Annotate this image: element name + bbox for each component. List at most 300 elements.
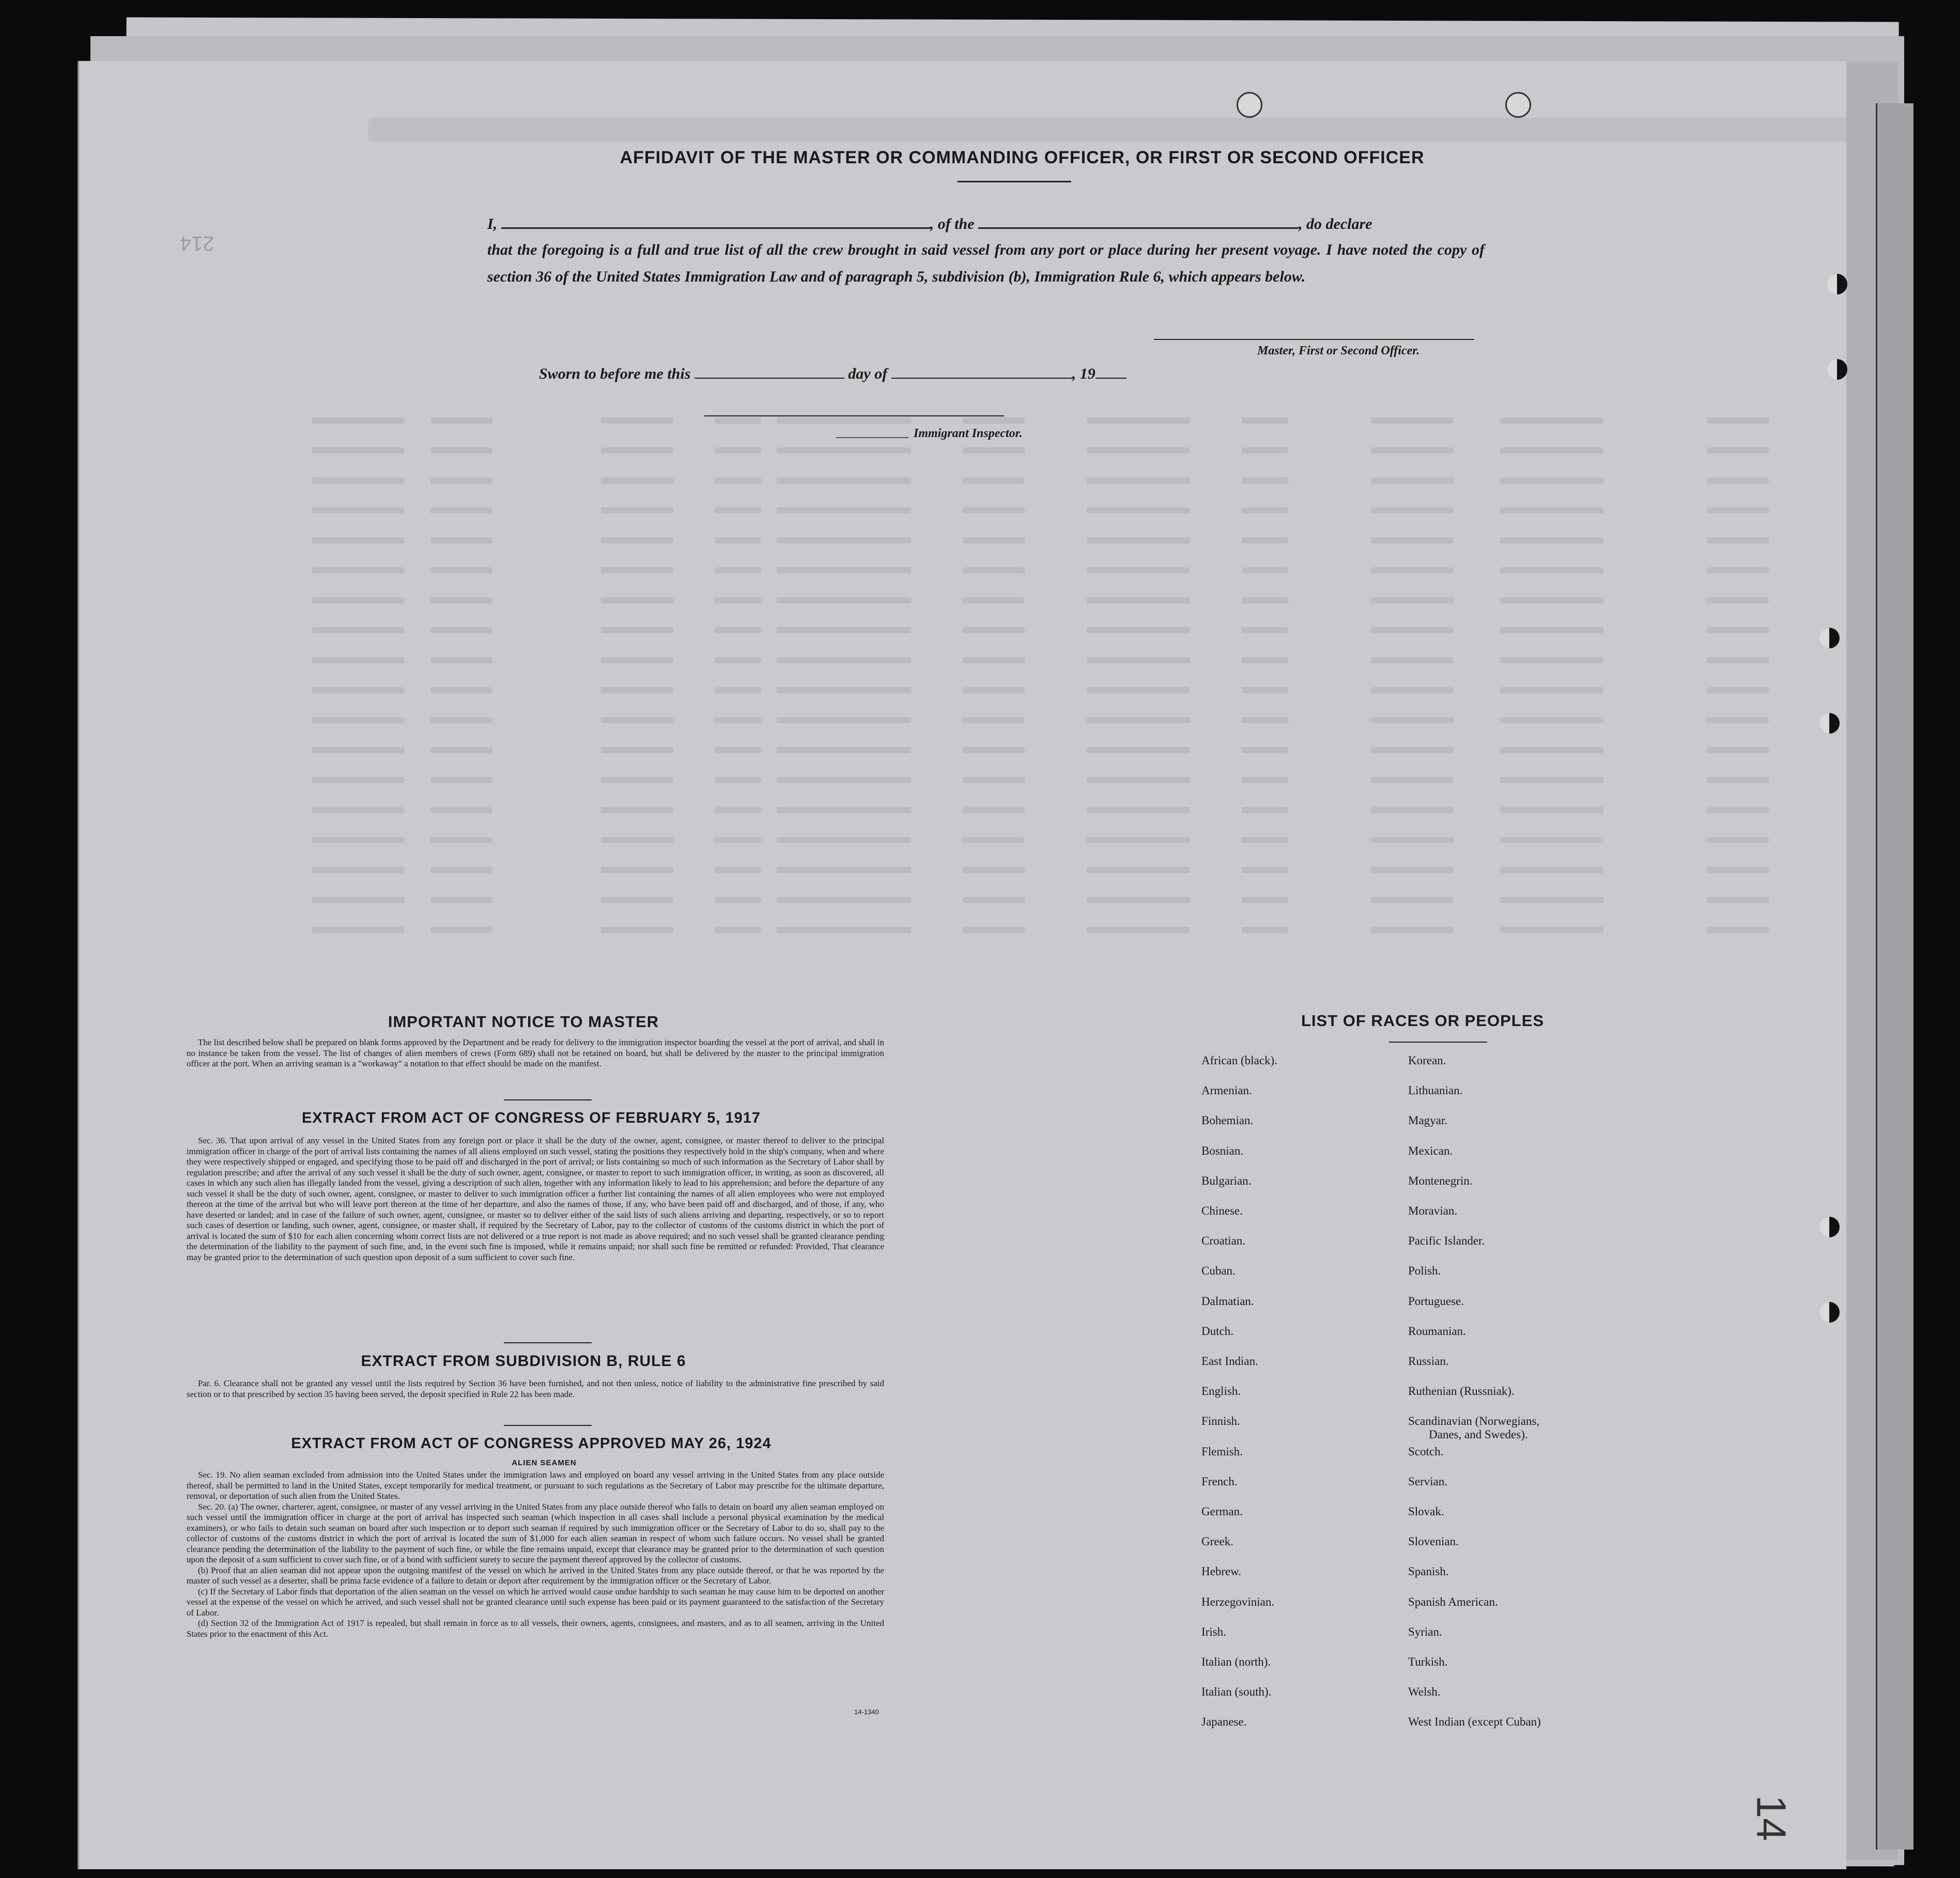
race-item: Irish. bbox=[1201, 1625, 1226, 1638]
bleed-through-mark bbox=[1371, 597, 1454, 603]
bleed-through-mark bbox=[715, 927, 761, 933]
bleed-through-mark bbox=[312, 687, 405, 693]
bleed-through-mark bbox=[1242, 807, 1288, 813]
bleed-through-mark bbox=[1087, 537, 1190, 544]
bleed-through-mark bbox=[777, 417, 911, 424]
bleed-through-mark bbox=[715, 687, 761, 693]
race-item: Bohemian. bbox=[1201, 1114, 1254, 1127]
race-item: Italian (south). bbox=[1201, 1685, 1272, 1699]
bleed-through-mark bbox=[1500, 927, 1603, 933]
bleed-through-mark bbox=[1707, 927, 1769, 933]
bleed-through-mark bbox=[1500, 627, 1603, 633]
race-item: Flemish. bbox=[1201, 1445, 1243, 1458]
race-item: Spanish. bbox=[1408, 1565, 1449, 1578]
race-item: Polish. bbox=[1408, 1264, 1441, 1278]
bleed-through-mark bbox=[1371, 777, 1454, 783]
bleed-through-mark bbox=[1371, 537, 1454, 544]
bleed-through-mark bbox=[1242, 567, 1288, 573]
inspector-signature-line bbox=[704, 415, 1004, 416]
bleed-through-mark bbox=[430, 507, 492, 514]
binder-hole bbox=[1237, 92, 1262, 118]
punch-hole bbox=[1819, 1302, 1840, 1323]
bleed-through-mark bbox=[312, 867, 405, 873]
bleed-through-mark bbox=[601, 837, 673, 843]
race-item: Armenian. bbox=[1201, 1084, 1252, 1097]
bleed-through-mark bbox=[777, 867, 911, 873]
margin-number: 14 bbox=[1748, 1795, 1795, 1841]
bleed-through-mark bbox=[715, 747, 761, 753]
bleed-through-mark bbox=[312, 717, 405, 723]
bleed-through-mark bbox=[1242, 867, 1288, 873]
bleed-through-mark bbox=[1371, 807, 1454, 813]
bleed-through-mark bbox=[715, 447, 761, 454]
bleed-through-mark bbox=[312, 927, 405, 933]
notice-paragraph: The list described below shall be prepared on blank forms approved by the Department and be ready for delivery to the immigration inspector boarding the vessel at the port of arrival, and shall in no instance be taken from the vessel. The list of changes of alien members of crews (Form 689) shall not be retained on board, but shall be delivered by the master to the principal immigration officer at the port. When an arriving seaman is a "workaway" a notation to that effect should be made on the manifest. bbox=[187, 1037, 884, 1068]
bleed-through-mark bbox=[1500, 717, 1603, 723]
bleed-through-mark bbox=[715, 567, 761, 573]
bleed-through-heading bbox=[368, 118, 1846, 142]
bleed-through-mark bbox=[777, 567, 911, 573]
bleed-through-mark bbox=[312, 807, 405, 813]
bleed-through-row bbox=[312, 477, 1810, 485]
bleed-through-mark bbox=[715, 657, 761, 663]
race-item: Slovak. bbox=[1408, 1505, 1444, 1518]
bleed-through-mark bbox=[1371, 417, 1454, 424]
bleed-through-mark bbox=[1242, 897, 1288, 903]
bleed-through-mark bbox=[1500, 567, 1603, 573]
extract-1917-paragraph: Sec. 36. That upon arrival of any vessel in the United States from any foreign port or place it shall be the duty of the owner, agent, consignee, or master thereof to deliver to the principal immigration officer in charge of the port of arrival lists containing the names of all aliens employed on such vessel, stating the positions they respectively hold in the ship's company, when and where they were respectively shipped or engaged, and specifying those to be paid off and discharged in the port of arrival; or lists containing so much of such information as the Secretary of Labor shall by regulation prescribe; and after the arrival of any such vessel it shall be the duty of such owner, agent, consignee, or master to report to such immigration officer, in writing, as soon as discovered, all cases in which any such alien has illegally landed from the vessel, giving a description of such alien, together with any information likely to lead to his apprehension; and before the departure of any such vessel it shall be the duty of such owner, agent, consignee, or master to deliver to such immigration officer a further list containing the names of all alien employees who were not employed thereon at the time of the arrival but who will leave port thereon at the time of her departure, and also the names of those, if any, who have been paid off and discharged, and of those, if any, who have deserted or landed; and in case of the failure of such owner, agent, consignee, or master so to deliver either of the said lists of such aliens arriving and departing, respectively, or so to report such cases of desertion or landing, such owner, agent, consignee, or master shall, if required by the Secretary of Labor, pay to the collector of customs of the customs district in which the port of arrival is located the sum of $10 for each alien concerning whom correct lists are not delivered or a true report is not made as above required; and no such vessel shall be granted clearance pending the determination of the liability to the payment of such fine, and, in the event such fine is imposed, while it remains unpaid; nor shall such fine be remitted or refunded: Provided, That clearance may be granted prior to the determination of such question upon deposit of a sum sufficient to cover such fine. bbox=[187, 1136, 884, 1262]
bleed-through-mark bbox=[430, 417, 492, 424]
race-item: Moravian. bbox=[1408, 1204, 1458, 1217]
bleed-through-mark bbox=[963, 657, 1025, 663]
punch-hole bbox=[1827, 274, 1847, 294]
extract-1917-title: EXTRACT FROM ACT OF CONGRESS OF FEBRUARY 5, 1917 bbox=[301, 1110, 761, 1126]
bleed-through-mark bbox=[777, 837, 911, 843]
sworn-year-label: , 19 bbox=[1072, 365, 1095, 382]
sworn-prefix: Sworn to before me this bbox=[539, 365, 691, 382]
bleed-through-mark bbox=[1371, 627, 1454, 633]
race-item: Mexican. bbox=[1408, 1144, 1453, 1157]
bleed-through-mark bbox=[1242, 837, 1288, 843]
bleed-through-mark bbox=[1371, 567, 1454, 573]
binder-hole bbox=[1505, 92, 1531, 118]
race-item: Ruthenian (Russniak). bbox=[1408, 1385, 1515, 1398]
bleed-through-mark bbox=[1500, 597, 1603, 603]
bleed-through-mark bbox=[601, 807, 673, 813]
bleed-through-mark bbox=[1087, 897, 1190, 903]
race-item: Chinese. bbox=[1201, 1204, 1243, 1217]
bleed-through-mark bbox=[1707, 657, 1769, 663]
bleed-through-mark bbox=[777, 507, 911, 514]
race-item: Portuguese. bbox=[1408, 1294, 1464, 1308]
race-item: Korean. bbox=[1408, 1054, 1446, 1067]
bleed-through-mark bbox=[1707, 897, 1769, 903]
rule6-body bbox=[187, 1378, 884, 1400]
bleed-through-row bbox=[312, 627, 1810, 634]
race-item: Servian. bbox=[1408, 1475, 1448, 1488]
bleed-through-mark bbox=[1242, 417, 1288, 424]
bleed-through-mark bbox=[963, 537, 1025, 544]
race-item: Herzegovinian. bbox=[1201, 1595, 1275, 1608]
bleed-through-row bbox=[312, 927, 1810, 934]
bleed-through-mark bbox=[601, 627, 673, 633]
race-item: Slovenian. bbox=[1408, 1535, 1459, 1548]
bleed-through-mark bbox=[1371, 717, 1454, 723]
races-title: LIST OF RACES OR PEOPLES bbox=[1301, 1012, 1545, 1030]
race-item: Pacific Islander. bbox=[1408, 1234, 1485, 1248]
bleed-through-mark bbox=[1371, 687, 1454, 693]
bleed-through-mark bbox=[1371, 927, 1454, 933]
bleed-through-mark bbox=[777, 747, 911, 753]
title-rule bbox=[958, 181, 1071, 182]
race-item: Lithuanian. bbox=[1408, 1084, 1463, 1097]
punch-hole bbox=[1827, 359, 1847, 380]
bleed-through-mark bbox=[777, 897, 911, 903]
notice-title: IMPORTANT NOTICE TO MASTER bbox=[388, 1013, 659, 1031]
race-item: Italian (north). bbox=[1201, 1655, 1271, 1668]
bleed-through-mark bbox=[312, 657, 405, 663]
bleed-through-mark bbox=[312, 447, 405, 454]
bleed-through-mark bbox=[312, 477, 405, 484]
bleed-through-mark bbox=[1707, 687, 1769, 693]
race-item: African (black). bbox=[1201, 1054, 1277, 1067]
bleed-through-mark bbox=[601, 897, 673, 903]
name-blank bbox=[501, 227, 930, 229]
bleed-through-mark bbox=[1087, 867, 1190, 873]
race-item: English. bbox=[1201, 1385, 1241, 1398]
race-item: Welsh. bbox=[1408, 1685, 1441, 1699]
bleed-through-row bbox=[312, 597, 1810, 604]
bleed-through-mark bbox=[430, 897, 492, 903]
bleed-through-mark bbox=[1087, 627, 1190, 633]
race-item: West Indian (except Cuban) bbox=[1408, 1715, 1541, 1729]
bleed-through-mark bbox=[312, 777, 405, 783]
bleed-through-mark bbox=[1707, 447, 1769, 454]
bleed-through-mark bbox=[963, 777, 1025, 783]
bleed-through-row bbox=[312, 567, 1810, 575]
bleed-through-mark bbox=[1242, 537, 1288, 544]
bleed-through-mark bbox=[601, 657, 673, 663]
bleed-through-mark bbox=[1500, 417, 1603, 424]
race-item: Scandinavian (Norwegians, bbox=[1408, 1415, 1540, 1428]
bleed-through-mark bbox=[1707, 777, 1769, 783]
bleed-through-mark bbox=[1087, 807, 1190, 813]
bleed-through-mark bbox=[430, 747, 492, 753]
bleed-through-mark bbox=[430, 837, 492, 843]
bleed-through-mark bbox=[1242, 687, 1288, 693]
bleed-through-mark bbox=[715, 627, 761, 633]
bleed-through-mark bbox=[601, 507, 673, 514]
bleed-through-mark bbox=[1087, 477, 1190, 484]
margin-number: 214 bbox=[180, 232, 214, 255]
bleed-through-mark bbox=[777, 477, 911, 484]
bleed-through-mark bbox=[1707, 477, 1769, 484]
bleed-through-row bbox=[312, 837, 1810, 844]
sworn-line bbox=[539, 361, 1366, 387]
bleed-through-mark bbox=[1707, 417, 1769, 424]
bleed-through-mark bbox=[1500, 897, 1603, 903]
vessel-blank bbox=[978, 227, 1299, 229]
bleed-through-mark bbox=[601, 567, 673, 573]
bleed-through-mark bbox=[430, 807, 492, 813]
race-item-continuation: Danes, and Swedes). bbox=[1429, 1428, 1528, 1441]
bleed-through-mark bbox=[601, 927, 673, 933]
bleed-through-mark bbox=[1707, 567, 1769, 573]
punch-hole bbox=[1819, 713, 1840, 734]
bleed-through-mark bbox=[601, 777, 673, 783]
inspector-caption: Immigrant Inspector. bbox=[914, 427, 1023, 440]
bleed-through-mark bbox=[963, 597, 1025, 603]
notice-body bbox=[187, 1037, 884, 1069]
bleed-through-mark bbox=[430, 717, 492, 723]
sworn-day-label: day of bbox=[848, 365, 888, 382]
race-item: Scotch. bbox=[1408, 1445, 1444, 1458]
bleed-through-mark bbox=[430, 627, 492, 633]
punch-hole bbox=[1819, 628, 1840, 648]
bleed-through-mark bbox=[1242, 657, 1288, 663]
bleed-through-mark bbox=[777, 687, 911, 693]
extract-1924-paragraph: (c) If the Secretary of Labor finds that deportation of the alien seaman on the vessel on which he arrived would cause undue hardship to such seaman he may cause him to be deported on another vessel at the expense of the vessel on which he arrived, and such vessel shall not be granted clearance until such expense has been paid or its payment guaranteed to the satisfaction of the Secretary of Labor. bbox=[187, 1586, 884, 1618]
race-item: Turkish. bbox=[1408, 1655, 1448, 1668]
bleed-through-mark bbox=[1707, 747, 1769, 753]
divider bbox=[504, 1425, 592, 1426]
bleed-through-mark bbox=[963, 717, 1025, 723]
signature-caption: Master, First or Second Officer. bbox=[1257, 344, 1420, 358]
manifest-page bbox=[78, 61, 1846, 1869]
race-item: Roumanian. bbox=[1408, 1324, 1466, 1338]
bleed-through-mark bbox=[1500, 477, 1603, 484]
bleed-through-mark bbox=[1242, 627, 1288, 633]
bleed-through-mark bbox=[1371, 897, 1454, 903]
bleed-through-mark bbox=[777, 597, 911, 603]
bleed-through-mark bbox=[715, 537, 761, 544]
bleed-through-mark bbox=[1500, 537, 1603, 544]
bleed-through-mark bbox=[312, 837, 405, 843]
bleed-through-mark bbox=[715, 807, 761, 813]
bleed-through-mark bbox=[430, 447, 492, 454]
bleed-through-mark bbox=[1500, 447, 1603, 454]
bleed-through-mark bbox=[715, 777, 761, 783]
bleed-through-mark bbox=[1707, 537, 1769, 544]
bleed-through-mark bbox=[1087, 507, 1190, 514]
bleed-through-row bbox=[312, 447, 1810, 455]
race-item: Dalmatian. bbox=[1201, 1294, 1254, 1308]
bleed-through-mark bbox=[601, 747, 673, 753]
bleed-through-row bbox=[312, 867, 1810, 874]
bleed-through-mark bbox=[1242, 777, 1288, 783]
race-item: Dutch. bbox=[1201, 1324, 1233, 1338]
sworn-year-blank bbox=[1095, 378, 1126, 379]
bleed-through-mark bbox=[1087, 777, 1190, 783]
bleed-through-mark bbox=[312, 537, 405, 544]
bleed-through-mark bbox=[1371, 447, 1454, 454]
race-item: East Indian. bbox=[1201, 1355, 1258, 1368]
race-item: Russian. bbox=[1408, 1355, 1449, 1368]
extract-1924-paragraph: (b) Proof that an alien seaman did not appear upon the outgoing manifest of the vessel on which he arrived in the United States from any place outside thereof, or that he was reported by the master of such vessel as a deserter, shall be prima facie evidence of a failure to detain or deport after requirement by the immigration officer or the Secretary of Labor. bbox=[187, 1565, 884, 1586]
race-item: Montenegrin. bbox=[1408, 1174, 1473, 1187]
bleed-through-mark bbox=[1707, 807, 1769, 813]
bleed-through-row bbox=[312, 417, 1810, 425]
bleed-through-mark bbox=[1707, 867, 1769, 873]
bleed-through-mark bbox=[1500, 867, 1603, 873]
race-item: Croatian. bbox=[1201, 1234, 1245, 1248]
declaration-of-the: , of the bbox=[930, 215, 975, 232]
inspector-dotted-line bbox=[836, 437, 908, 438]
bleed-through-mark bbox=[777, 777, 911, 783]
bleed-through-mark bbox=[715, 897, 761, 903]
bleed-through-mark bbox=[777, 537, 911, 544]
declaration-i: I, bbox=[487, 215, 498, 232]
bleed-through-mark bbox=[1242, 717, 1288, 723]
race-item: Spanish American. bbox=[1408, 1595, 1498, 1608]
bleed-through-mark bbox=[1242, 447, 1288, 454]
bleed-through-mark bbox=[777, 447, 911, 454]
bleed-through-mark bbox=[1087, 417, 1190, 424]
race-item: Bosnian. bbox=[1201, 1144, 1244, 1157]
bleed-through-mark bbox=[1707, 507, 1769, 514]
bleed-through-mark bbox=[1242, 477, 1288, 484]
extract-1924-paragraph: (d) Section 32 of the Immigration Act of 1917 is repealed, but shall remain in force as to all vessels, their owners, agents, consignees, and masters, and as to all seamen, arriving in the United States prior to the enactment of this Act. bbox=[187, 1618, 884, 1639]
extract-1924-paragraph: Sec. 20. (a) The owner, charterer, agent, consignee, or master of any vessel arriving in the United States from any place outside thereof who fails to detain on board any alien seaman employed on such vessel until the immigration officer in charge at the port of arrival has inspected such seaman (which inspection in all cases shall include a personal physical examination by the medical examiners), or who fails to detain such seaman on board after such inspection or to deport such seaman if required by such immigration officer or the Secretary of Labor to do so, shall pay to the collector of customs of the customs district in which the port of arrival is located the sum of $1,000 for each alien seaman in respect of whom such failure occurs. No vessel shall be granted clearance pending the determination of the liability to the payment of such fine, or while the fine remains unpaid, except that clearance may be granted prior to the determination of such question upon the deposit of a sum sufficient to cover such fine, or of a bond with sufficient surety to secure the payment thereof approved by the collector of customs. bbox=[187, 1501, 884, 1564]
bleed-through-mark bbox=[1707, 717, 1769, 723]
race-item: French. bbox=[1201, 1475, 1238, 1488]
rule6-title: EXTRACT FROM SUBDIVISION B, RULE 6 bbox=[361, 1353, 686, 1370]
bleed-through-mark bbox=[312, 597, 405, 603]
bleed-through-row bbox=[312, 897, 1810, 904]
bleed-through-mark bbox=[963, 477, 1025, 484]
sworn-month-blank bbox=[891, 378, 1072, 379]
bleed-through-mark bbox=[312, 567, 405, 573]
bleed-through-mark bbox=[1707, 837, 1769, 843]
bleed-through-mark bbox=[715, 507, 761, 514]
bleed-through-mark bbox=[1242, 927, 1288, 933]
bleed-through-row bbox=[312, 537, 1810, 545]
bleed-through-mark bbox=[1087, 927, 1190, 933]
punch-hole bbox=[1819, 1217, 1840, 1237]
race-item: Japanese. bbox=[1201, 1715, 1247, 1729]
bleed-through-mark bbox=[312, 417, 405, 424]
extract-1924-paragraph: Sec. 19. No alien seaman excluded from admission into the United States under the immigration laws and employed on board any vessel arriving in the United States from any place outside thereof, shall be permitted to land in the United States, except temporarily for medical treatment, or pursuant to such regulations as the Secretary of Labor may prescribe for the ultimate departure, removal, or deportation of such alien from the United States. bbox=[187, 1470, 884, 1501]
bleed-through-mark bbox=[1087, 747, 1190, 753]
divider bbox=[504, 1099, 592, 1100]
bleed-through-mark bbox=[963, 627, 1025, 633]
bleed-through-mark bbox=[430, 567, 492, 573]
rule6-paragraph: Par. 6. Clearance shall not be granted any vessel until the lists required by Section 36 have been furnished, and not then unless, notice of liability to the administrative fine prescribed by said section or to that prescribed by section 35 having been served, the deposit specified in Rule 22 has been made. bbox=[187, 1378, 884, 1399]
bleed-through-row bbox=[312, 657, 1810, 664]
extract-1924-title: EXTRACT FROM ACT OF CONGRESS APPROVED MAY 26, 1924 bbox=[291, 1435, 771, 1452]
back-sheet-edge bbox=[1876, 103, 1913, 1850]
bleed-through-mark bbox=[1500, 687, 1603, 693]
form-number: 14-1340 bbox=[854, 1708, 879, 1716]
bleed-through-mark bbox=[1371, 867, 1454, 873]
race-item: Cuban. bbox=[1201, 1264, 1236, 1278]
bleed-through-mark bbox=[430, 777, 492, 783]
bleed-through-mark bbox=[1500, 657, 1603, 663]
bleed-through-mark bbox=[430, 687, 492, 693]
affidavit-title: AFFIDAVIT OF THE MASTER OR COMMANDING OFFICER, OR FIRST OR SECOND OFFICER bbox=[620, 148, 1425, 167]
bleed-through-mark bbox=[963, 837, 1025, 843]
bleed-through-mark bbox=[601, 417, 673, 424]
bleed-through-mark bbox=[715, 837, 761, 843]
bleed-through-mark bbox=[430, 867, 492, 873]
divider bbox=[504, 1342, 592, 1343]
bleed-through-mark bbox=[963, 507, 1025, 514]
bleed-through-mark bbox=[1087, 597, 1190, 603]
bleed-through-mark bbox=[1371, 507, 1454, 514]
bleed-through-mark bbox=[1500, 747, 1603, 753]
bleed-through-mark bbox=[777, 627, 911, 633]
bleed-through-mark bbox=[777, 927, 911, 933]
bleed-through-mark bbox=[777, 717, 911, 723]
bleed-through-mark bbox=[601, 867, 673, 873]
extract-1917-body bbox=[187, 1136, 884, 1263]
bleed-through-mark bbox=[777, 807, 911, 813]
declaration-line bbox=[487, 211, 1572, 238]
bleed-through-mark bbox=[963, 417, 1025, 424]
bleed-through-mark bbox=[1707, 597, 1769, 603]
bleed-through-mark bbox=[1500, 807, 1603, 813]
bleed-through-mark bbox=[715, 597, 761, 603]
bleed-through-mark bbox=[1242, 747, 1288, 753]
bleed-through-mark bbox=[963, 867, 1025, 873]
declaration-declare: , do declare bbox=[1299, 215, 1372, 232]
bleed-through-row bbox=[312, 717, 1810, 724]
races-title-rule bbox=[1389, 1042, 1487, 1043]
bleed-through-mark bbox=[1371, 837, 1454, 843]
bleed-through-row bbox=[312, 777, 1810, 784]
bleed-through-mark bbox=[963, 567, 1025, 573]
bleed-through-mark bbox=[601, 477, 673, 484]
bleed-through-mark bbox=[430, 537, 492, 544]
bleed-through-mark bbox=[715, 867, 761, 873]
bleed-through-mark bbox=[1087, 687, 1190, 693]
race-item: Greek. bbox=[1201, 1535, 1233, 1548]
bleed-through-mark bbox=[963, 927, 1025, 933]
bleed-through-mark bbox=[1242, 507, 1288, 514]
declaration-body: that the foregoing is a full and true list of all the crew brought in said vessel from any port or place during her present voyage. I have noted the copy of section 36 of the United States Immigration Law and of paragraph 5, subdivision (b), Immigration Rule 6, which appears below. bbox=[487, 241, 1485, 285]
bleed-through-mark bbox=[963, 687, 1025, 693]
bleed-through-mark bbox=[1087, 837, 1190, 843]
race-item: Syrian. bbox=[1408, 1625, 1442, 1638]
bleed-through-mark bbox=[601, 447, 673, 454]
bleed-through-row bbox=[312, 807, 1810, 814]
bleed-through-row bbox=[312, 687, 1810, 694]
extract-1924-body bbox=[187, 1470, 884, 1639]
extract-1924-subtitle: ALIEN SEAMEN bbox=[512, 1458, 577, 1467]
bleed-through-mark bbox=[601, 717, 673, 723]
bleed-through-row bbox=[312, 507, 1810, 515]
bleed-through-mark bbox=[430, 927, 492, 933]
race-item: Magyar. bbox=[1408, 1114, 1448, 1127]
bleed-through-mark bbox=[1087, 447, 1190, 454]
bleed-through-mark bbox=[312, 627, 405, 633]
bleed-through-mark bbox=[1500, 777, 1603, 783]
bleed-through-mark bbox=[430, 477, 492, 484]
bleed-through-mark bbox=[312, 747, 405, 753]
bleed-through-mark bbox=[430, 597, 492, 603]
bleed-through-mark bbox=[963, 807, 1025, 813]
bleed-through-mark bbox=[1500, 837, 1603, 843]
bleed-through-mark bbox=[777, 657, 911, 663]
bleed-through-mark bbox=[1242, 597, 1288, 603]
bleed-through-mark bbox=[1087, 717, 1190, 723]
bleed-through-mark bbox=[715, 417, 761, 424]
bleed-through-mark bbox=[963, 747, 1025, 753]
bleed-through-mark bbox=[1371, 477, 1454, 484]
bleed-through-mark bbox=[715, 717, 761, 723]
bleed-through-mark bbox=[601, 687, 673, 693]
bleed-through-mark bbox=[1087, 567, 1190, 573]
